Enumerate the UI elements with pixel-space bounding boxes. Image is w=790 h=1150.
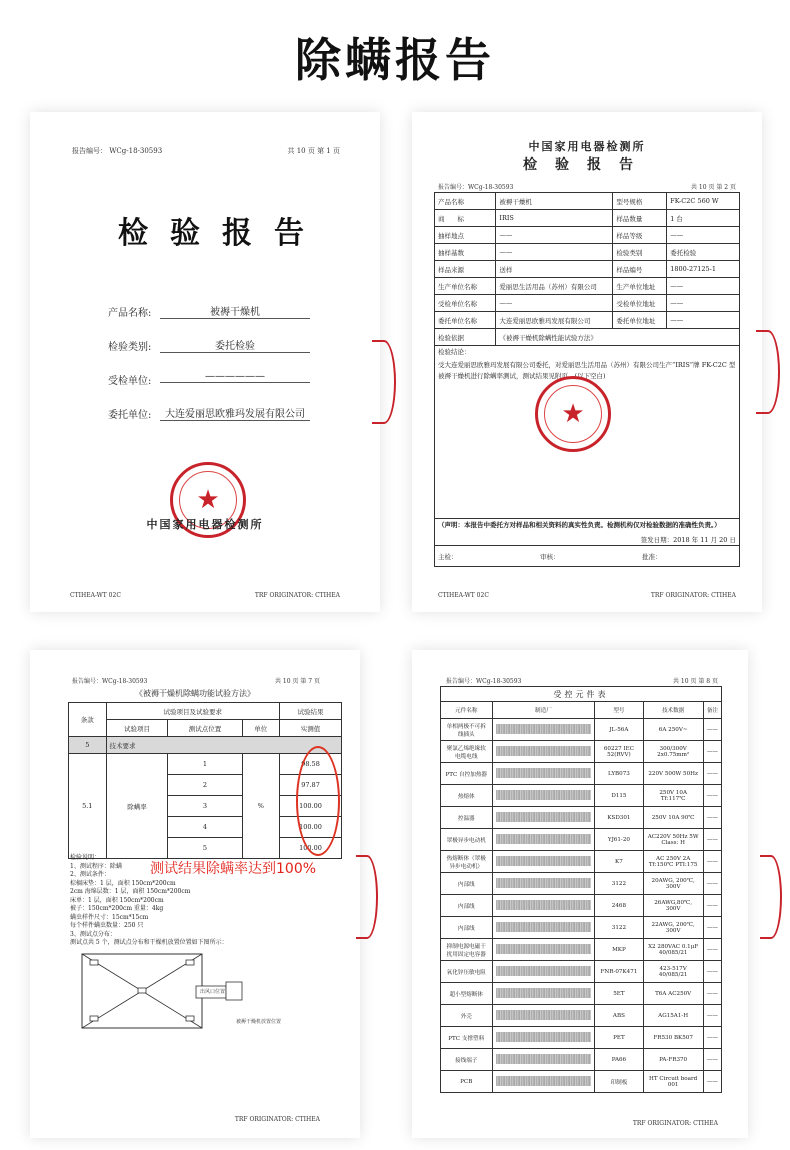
cell-value: —— xyxy=(496,244,613,261)
manufacturer-redacted xyxy=(492,917,595,939)
note-line: 螨虫样件尺寸：15cm*15cm xyxy=(70,913,149,921)
component-name: PCB xyxy=(441,1071,493,1093)
section-title: 技术要求 xyxy=(106,737,341,754)
table-row xyxy=(441,719,722,741)
note-line: 棕榈床垫：1 层，面积 150cm*200cm xyxy=(70,879,176,887)
cell-label: 样品来源 xyxy=(435,261,496,278)
cell-label: 样品数量 xyxy=(613,210,667,227)
method-title: 《被褥干燥机除螨功能试验方法》 xyxy=(135,689,255,698)
component-spec: 250V 10A 90℃ xyxy=(643,807,703,829)
note-line: 2cm 海绵层数：1 层，面积 150cm*200cm xyxy=(70,888,191,895)
component-spec: 300/300V 2x0.75mm² xyxy=(643,741,703,763)
component-model: D115 xyxy=(595,785,643,807)
component-spec: T6A AC250V xyxy=(643,983,703,1005)
report-number: 报告编号：WCg-18-30593 xyxy=(72,678,148,685)
table-row xyxy=(441,785,722,807)
component-note: —— xyxy=(703,829,721,851)
component-name: 超小型熔断体 xyxy=(441,983,493,1005)
footer-left: CTIHEA-WT 02C xyxy=(70,592,121,599)
table-row xyxy=(441,895,722,917)
item-cell: 除螨率 xyxy=(106,754,168,859)
field-label: 受检单位: xyxy=(108,376,152,387)
cell-label: 样品编号 xyxy=(613,261,667,278)
component-name: PTC 自控加热器 xyxy=(441,763,493,785)
component-spec: PA-FR370 xyxy=(643,1049,703,1071)
cell-label: 委托单位名称 xyxy=(435,312,496,329)
sub-item: 试验项目 xyxy=(106,720,168,737)
col-model: 型号 xyxy=(595,702,643,719)
statement: （声明：本报告中委托方对样品和相关资料的真实性负责。检测机构仅对检验数据的准确性负责。） xyxy=(438,521,721,529)
cell-value: 1800-27125-1 xyxy=(667,261,740,278)
table-row xyxy=(441,807,722,829)
manufacturer-redacted xyxy=(492,961,595,983)
table-row xyxy=(441,763,722,785)
component-spec: 20AWG, 200℃, 300V xyxy=(643,873,703,895)
component-note: —— xyxy=(703,1071,721,1093)
sign-label-inspector: 主检： xyxy=(438,552,458,561)
component-note: —— xyxy=(703,851,721,873)
sub-value: 实测值 xyxy=(280,720,342,737)
manufacturer-redacted xyxy=(492,829,595,851)
component-name: 内部线 xyxy=(441,873,493,895)
sub-unit: 单位 xyxy=(242,720,280,737)
component-spec: AC 250V 2A Tf:150℃ PTI:175 xyxy=(643,851,703,873)
table-row xyxy=(435,227,740,244)
cell-value: —— xyxy=(496,227,613,244)
table-row xyxy=(441,741,722,763)
component-spec: FR530 BK507 xyxy=(643,1027,703,1049)
value-cell: 100.00 xyxy=(280,796,342,817)
table-row xyxy=(435,193,740,210)
manufacturer-redacted xyxy=(492,719,595,741)
manufacturer-redacted xyxy=(492,851,595,873)
component-spec: 6A 250V~ xyxy=(643,719,703,741)
component-name: 抑制电源电磁干扰用固定电容器 xyxy=(441,939,493,961)
unit-cell: % xyxy=(242,754,280,859)
component-model: MKP xyxy=(595,939,643,961)
cell-label: 抽样地点 xyxy=(435,227,496,244)
component-model: PA66 xyxy=(595,1049,643,1071)
clause-cell: 5.1 xyxy=(69,754,107,859)
component-note: —— xyxy=(703,1049,721,1071)
cell-label: 产品名称 xyxy=(435,193,496,210)
cell-label: 型号规格 xyxy=(613,193,667,210)
section-number: 5 xyxy=(69,737,107,754)
component-model: 3122 xyxy=(595,917,643,939)
institute-heading: 中国家用电器检测所 xyxy=(528,140,646,153)
basis-value: 《被褥干燥机除螨性能试验方法》 xyxy=(496,329,740,346)
component-note: —— xyxy=(703,1027,721,1049)
col-clause: 条款 xyxy=(69,703,107,737)
point-cell: 3 xyxy=(168,796,242,817)
field-value: 被褥干燥机 xyxy=(160,303,310,319)
component-spec: 26AWG,80℃, 300V xyxy=(643,895,703,917)
manufacturer-redacted xyxy=(492,873,595,895)
component-name: 罩极异步电动机 xyxy=(441,829,493,851)
signature-row xyxy=(435,546,740,567)
component-note: —— xyxy=(703,807,721,829)
component-model: PET xyxy=(595,1027,643,1049)
table-row xyxy=(435,346,740,519)
conclusion-text: 受大连爱丽思欧雅玛发展有限公司委托，对爱丽思生活用品（苏州）有限公司生产“IRIS”牌 FK-C2C 型被褥干燥机进行除螨率测试，测试结果见附页。(以下空白) xyxy=(438,361,736,380)
component-model: 5ET xyxy=(595,983,643,1005)
component-spec: X2 280VAC 0.1μF 40/085/21 xyxy=(643,939,703,961)
component-name: 聚氯乙烯绝缘软电缆电线 xyxy=(441,741,493,763)
cell-value: 爱丽思生活用品（苏州）有限公司 xyxy=(496,278,613,295)
component-name: 热熔体 xyxy=(441,785,493,807)
component-spec: 22AWG, 200℃, 300V xyxy=(643,917,703,939)
components-table xyxy=(440,686,722,1093)
basis-label: 检验依据 xyxy=(435,329,496,346)
component-name: 内部线 xyxy=(441,917,493,939)
report-number: 报告编号：WCg-18-30593 xyxy=(438,184,514,191)
manufacturer-redacted xyxy=(492,763,595,785)
component-note: —— xyxy=(703,1005,721,1027)
component-note: —— xyxy=(703,763,721,785)
report-page-results xyxy=(30,650,360,1138)
component-name: 外壳 xyxy=(441,1005,493,1027)
cell-label: 受检单位地址 xyxy=(613,295,667,312)
component-model: LYB073 xyxy=(595,763,643,785)
cell-label: 生产单位名称 xyxy=(435,278,496,295)
component-model: JL-56A xyxy=(595,719,643,741)
issue-date: 签发日期：2018 年 11 月 20 日 xyxy=(640,536,736,544)
note-line: 2、测试条件： xyxy=(70,871,110,878)
cell-value: —— xyxy=(667,312,740,329)
report-number: 报告编号：WCg-18-30593 xyxy=(446,678,522,685)
note-line: 3、测试点分布： xyxy=(70,930,116,938)
footer-right: TRF ORIGINATOR: CTIHEA xyxy=(632,1120,718,1127)
component-name: PTC 支撑塑料 xyxy=(441,1027,493,1049)
cell-value: —— xyxy=(667,278,740,295)
seal-star-icon: ★ xyxy=(196,485,220,515)
footer-right: TRF ORIGINATOR: CTIHEA xyxy=(234,1116,320,1123)
footer-left: CTIHEA-WT 02C xyxy=(438,592,489,599)
seal-star-icon: ★ xyxy=(561,399,585,429)
manufacturer-redacted xyxy=(492,1005,595,1027)
report-page-components xyxy=(412,650,748,1138)
manufacturer-redacted xyxy=(492,1071,595,1093)
value-cell: 97.87 xyxy=(280,775,342,796)
page-info: 共 10 页 第 7 页 xyxy=(275,678,320,685)
table-row xyxy=(435,295,740,312)
cell-label: 抽样基数 xyxy=(435,244,496,261)
component-name: 热熔断体（罩极异步电动机） xyxy=(441,851,493,873)
field-value: 大连爱丽思欧雅玛发展有限公司 xyxy=(160,405,310,421)
table-row xyxy=(435,244,740,261)
component-note: —— xyxy=(703,719,721,741)
table-row xyxy=(441,917,722,939)
component-spec: 250V 10A Tf:117℃ xyxy=(643,785,703,807)
diagram-outlet-label: 出风口位置 xyxy=(200,989,226,995)
cell-value: 大连爱丽思欧雅玛发展有限公司 xyxy=(496,312,613,329)
edge-seal xyxy=(760,855,782,939)
component-spec: AG15A1-H xyxy=(643,1005,703,1027)
component-model: 60227 IEC 52(RVV) xyxy=(595,741,643,763)
field-label: 委托单位: xyxy=(108,410,152,421)
result-highlight-oval xyxy=(296,746,340,856)
value-cell: 98.58 xyxy=(280,754,342,775)
table-row xyxy=(435,329,740,346)
cell-label: 委托单位地址 xyxy=(613,312,667,329)
value-cell: 100.00 xyxy=(280,838,342,859)
note-line: 每个样件螨虫数量：250 只 xyxy=(70,922,144,929)
point-cell: 5 xyxy=(168,838,242,859)
note-line: 床单：1 层，面积 150cm*200cm xyxy=(70,896,164,904)
table-row xyxy=(441,1049,722,1071)
component-note: —— xyxy=(703,983,721,1005)
col-maker: 制造厂 xyxy=(492,702,595,719)
notes-title: 检验说明： xyxy=(70,854,101,861)
cell-label: 样品等级 xyxy=(613,227,667,244)
col-name: 元件名称 xyxy=(441,702,493,719)
component-note: —— xyxy=(703,785,721,807)
component-name: 氧化锌压敏电阻 xyxy=(441,961,493,983)
table-row xyxy=(441,851,722,873)
component-model: 2468 xyxy=(595,895,643,917)
manufacturer-redacted xyxy=(492,785,595,807)
cell-value: —— xyxy=(667,295,740,312)
diagram-machine-label: 被褥干燥机放置位置 xyxy=(236,1019,282,1025)
component-name: 内部线 xyxy=(441,895,493,917)
component-name: 控温器 xyxy=(441,807,493,829)
cell-value: 委托检验 xyxy=(667,244,740,261)
col-spec: 技术数据 xyxy=(643,702,703,719)
table-row xyxy=(441,983,722,1005)
point-cell: 4 xyxy=(168,817,242,838)
page-headline: 除螨报告 xyxy=(295,33,495,87)
table-row xyxy=(441,829,722,851)
note-line: 测试点共 5 个，测试点分布和干燥机放置位置如下图所示： xyxy=(70,939,228,946)
table-row xyxy=(441,1005,722,1027)
component-name: 接线端子 xyxy=(441,1049,493,1071)
field-value: —————— xyxy=(160,371,310,383)
manufacturer-redacted xyxy=(492,939,595,961)
table-row xyxy=(441,1071,722,1093)
component-note: —— xyxy=(703,873,721,895)
component-model: 印制板 xyxy=(595,1071,643,1093)
report-page-cover xyxy=(30,112,380,612)
table-row xyxy=(441,961,722,983)
institute-name: 中国家用电器检测所 xyxy=(146,518,264,531)
report-title: 检验报告 xyxy=(118,216,326,251)
component-model: ABS xyxy=(595,1005,643,1027)
manufacturer-redacted xyxy=(492,807,595,829)
col-results: 试验结果 xyxy=(280,703,342,720)
cell-value: 送样 xyxy=(496,261,613,278)
component-spec: 423-517V 40/085/21 xyxy=(643,961,703,983)
manufacturer-redacted xyxy=(492,741,595,763)
edge-seal xyxy=(372,340,396,424)
component-note: —— xyxy=(703,917,721,939)
sign-label-approver: 批准： xyxy=(642,552,662,561)
component-note: —— xyxy=(703,741,721,763)
cell-value: —— xyxy=(667,227,740,244)
page-info: 共 10 页 第 8 页 xyxy=(673,678,718,685)
component-note: —— xyxy=(703,961,721,983)
field-value: 委托检验 xyxy=(160,337,310,353)
cell-label: 检验类别 xyxy=(613,244,667,261)
manufacturer-redacted xyxy=(492,1027,595,1049)
cell-value: 被褥干燥机 xyxy=(496,193,613,210)
table-row xyxy=(435,210,740,227)
component-model: FNR-07K471 xyxy=(595,961,643,983)
component-model: K7 xyxy=(595,851,643,873)
cell-label: 受检单位名称 xyxy=(435,295,496,312)
official-seal xyxy=(535,376,611,452)
col-note: 备注 xyxy=(703,702,721,719)
col-requirements: 试验项目及试验要求 xyxy=(106,703,280,720)
cell-value: 1 台 xyxy=(667,210,740,227)
result-callout: 测试结果除螨率达到100% xyxy=(150,861,317,877)
edge-seal xyxy=(756,330,780,414)
table-row xyxy=(435,312,740,329)
note-line: 被子：150cm*200cm 重量：4kg xyxy=(70,905,164,912)
note-line: 1、测试程序：除螨 xyxy=(70,862,122,870)
page-info: 共 10 页 第 1 页 xyxy=(287,147,340,155)
cell-value: IRIS xyxy=(496,210,613,227)
cell-value: FK-C2C 560 W xyxy=(667,193,740,210)
point-cell: 1 xyxy=(168,754,242,775)
component-model: KSD301 xyxy=(595,807,643,829)
table-row xyxy=(441,939,722,961)
component-model: 3122 xyxy=(595,873,643,895)
component-model: YJ61-20 xyxy=(595,829,643,851)
table-row xyxy=(441,1027,722,1049)
component-spec: HT Circuit board 001 xyxy=(643,1071,703,1093)
manufacturer-redacted xyxy=(492,1049,595,1071)
table-row xyxy=(435,519,740,546)
manufacturer-redacted xyxy=(492,895,595,917)
cell-label: 生产单位地址 xyxy=(613,278,667,295)
cell-label: 商 标 xyxy=(435,210,496,227)
table-row xyxy=(435,261,740,278)
manufacturer-redacted xyxy=(492,983,595,1005)
table-row xyxy=(441,873,722,895)
component-note: —— xyxy=(703,895,721,917)
edge-seal xyxy=(356,855,378,939)
sign-label-reviewer: 审核： xyxy=(540,552,560,561)
point-cell: 2 xyxy=(168,775,242,796)
component-name: 单相两极不可拆线插头 xyxy=(441,719,493,741)
footer-right: TRF ORIGINATOR: CTIHEA xyxy=(650,592,736,599)
report-number: 报告编号： WCg-18-30593 xyxy=(72,147,163,155)
footer-right: TRF ORIGINATOR: CTIHEA xyxy=(254,592,340,599)
conclusion-label: 检验结论： xyxy=(438,348,471,356)
field-label: 检验类别: xyxy=(108,342,152,353)
component-spec: AC220V 50Hz 5W Class: H xyxy=(643,829,703,851)
table-row xyxy=(435,278,740,295)
field-label: 产品名称: xyxy=(108,308,152,319)
table-title: 受控元件表 xyxy=(441,687,722,702)
report-title: 检验报告 xyxy=(523,157,651,173)
component-note: —— xyxy=(703,939,721,961)
page-info: 共 10 页 第 2 页 xyxy=(691,184,736,191)
sub-point: 测试点位置 xyxy=(168,720,242,737)
section-row xyxy=(69,737,342,754)
value-cell: 100.00 xyxy=(280,817,342,838)
cell-value: —— xyxy=(496,295,613,312)
component-spec: 220V 500W 50Hz xyxy=(643,763,703,785)
report-page-summary xyxy=(412,112,762,612)
summary-table xyxy=(434,192,740,567)
